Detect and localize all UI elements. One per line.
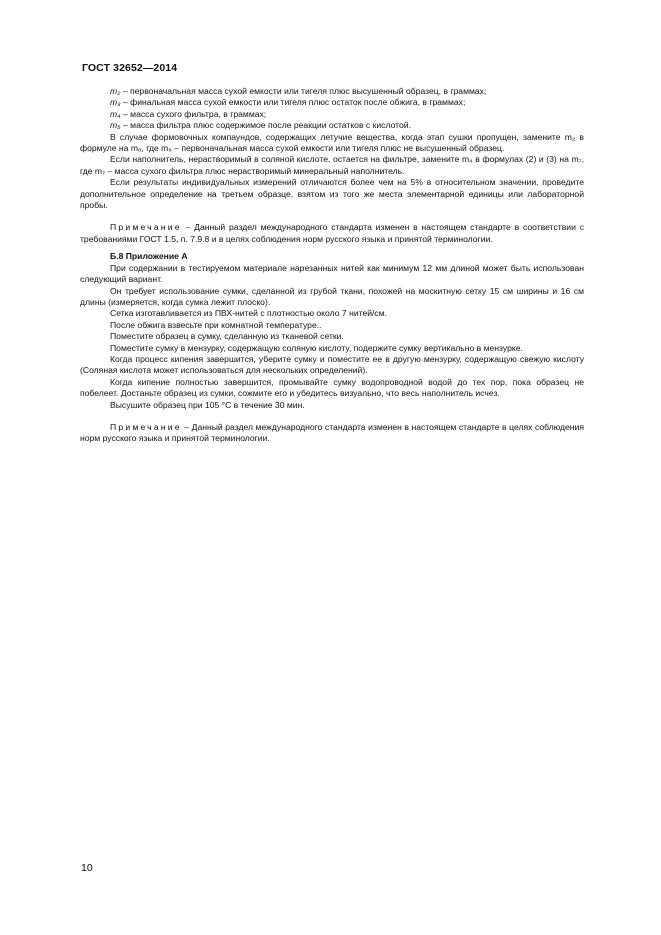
page-body xyxy=(80,86,584,445)
paragraph: Сетка изготавливается из ПВХ-нитей с плотностью около 7 нитей/см. xyxy=(110,308,388,319)
definition-m2-text: – первоначальная масса сухой емкости или тигеля плюс высушенный образец, в граммах; xyxy=(120,86,487,96)
paragraph: Он требует использование сумки, сделанной из грубой ткани, похожей на москитную сетку 15 см ширины и 16 см длины (измеряется, когда сумка лежит плоско). xyxy=(80,285,584,307)
note-2 xyxy=(80,422,584,445)
definition-m4 xyxy=(80,109,584,120)
paragraph-volatile: В случае формовочных компаундов, содержащих летучие вещества, когда этап сушки пропущен, замените m₂ в формуле на m₆, где m₆ – первоначальная масса сухой емкости или тигеля плюс не высушенный образец. xyxy=(80,131,584,154)
paragraph: Высушите образец при 105 °C в течение 30 мин. xyxy=(110,399,305,410)
paragraph-deviation: Если результаты индивидуальных измерений отличаются более чем на 5% в относительном значении, проведите дополнительное определение на третьем образце, взятом из того же места элементарной единицы или лабораторной пробы. xyxy=(80,177,584,211)
definition-m5 xyxy=(80,120,584,131)
document-header: ГОСТ 32652—2014 xyxy=(82,62,178,74)
paragraph: Поместите сумку в мензурку, содержащую соляную кислоту, подержите сумку вертикально в мензурке. xyxy=(110,342,523,353)
page-number: 10 xyxy=(81,862,93,874)
paragraph: При содержании в тестируемом материале нарезанных нитей как минимум 12 мм длиной может быть использован следующий вариант. xyxy=(80,262,584,285)
note-1-label: Примечание xyxy=(110,222,182,233)
note-1 xyxy=(80,222,584,245)
section-heading: Б.8 Приложение А xyxy=(110,251,188,262)
symbol-m4: m₄ xyxy=(110,108,121,119)
definition-m4-text: – масса сухого фильтра, в граммах; xyxy=(120,108,267,119)
definition-m2 xyxy=(80,86,584,97)
definition-m3 xyxy=(80,97,584,108)
note-1-text: – Данный раздел международного стандарта изменен в настоящем стандарте в соответствии с требованиями ГОСТ 1.5, п. 7.9.8 и в целях соблюдения норм русского языка и принятой терминологии. xyxy=(80,222,584,244)
paragraph: Когда процесс кипения завершится, уберите сумку и поместите ее в другую мензурку, содержащую свежую кислоту (Соляная кислота может использоваться для нескольких определений). xyxy=(80,353,584,376)
paragraph: После обжига взвесьте при комнатной температуре.. xyxy=(110,319,322,330)
note-2-text: – Данный раздел международного стандарта изменен в настоящем стандарте в целях соблюдения норм русского языка и принятой терминологии. xyxy=(80,421,584,444)
definition-m3-text: – финальная масса сухой емкости или тигеля плюс остаток после обжига, в граммах; xyxy=(120,97,466,108)
symbol-m2: m₂ xyxy=(110,86,121,96)
note-2-label: Примечание xyxy=(110,421,182,432)
paragraph: Поместите образец в сумку, сделанную из тканевой сетки. xyxy=(110,331,344,342)
paragraph-insoluble: Если наполнитель, нерастворимый в соляной кислоте, остается на фильтре, замените m₄ в формулах (2) и (3) на m₇, где m₇ – масса сухого фильтра плюс нерастворимый минеральный наполнитель. xyxy=(80,154,584,176)
definition-m5-text: – масса фильтра плюс содержимое после реакции остатков с кислотой. xyxy=(120,120,411,131)
symbol-m5: m₅ xyxy=(110,120,121,131)
symbol-m3: m₃ xyxy=(110,97,121,108)
paragraph: Когда кипение полностью завершится, промывайте сумку водопроводной водой до тех пор, пока образец не побелеет. Достаньте образец из сумки, сожмите его и убедитесь визуально, что весь наполнитель исчез. xyxy=(80,376,584,399)
